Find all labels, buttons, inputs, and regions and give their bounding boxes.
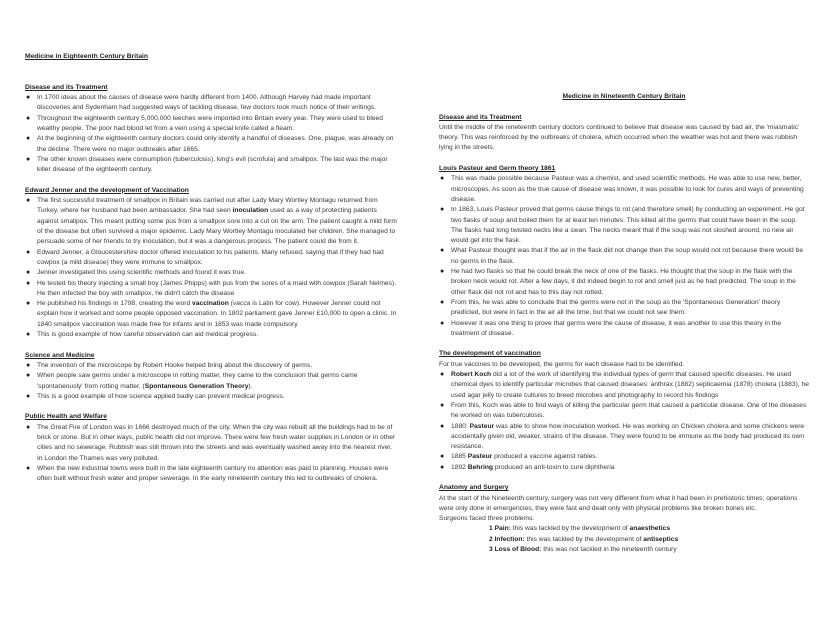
bullet-icon: ●: [26, 94, 31, 102]
bold-term: antiseptics: [643, 535, 679, 543]
paragraph: [439, 524, 809, 534]
section-heading: Disease and its Treatment: [25, 83, 108, 91]
bullet-icon: ●: [26, 269, 31, 277]
text-run: was able to show how inoculation worked. He was working on Chicken cholera and some chickens were accidentally given old, weaker, strains of the disease. They were found to be immune as the body had produced its own resistance.: [451, 422, 805, 451]
section-heading: The development of vaccination: [439, 350, 541, 358]
text-run: Surgeons faced three problems:: [439, 515, 535, 523]
bullet-icon: ●: [26, 197, 31, 205]
text-run: did a lot of the work of identifying the individual types of germ that caused specific diseases. He used chemical dyes to identify particular microbes that caused diseases: anthrax (1882) septicaemia (1878) cholera (1883), he used agar jelly to create cultures to breed microbes and photography to record his findings: [451, 371, 809, 399]
bullet-icon: ●: [26, 279, 31, 287]
bullet-item: [439, 246, 809, 267]
bullet-icon: ●: [26, 331, 31, 339]
section: [25, 83, 397, 176]
bold-term: anaesthetics: [629, 525, 671, 533]
spacer: [25, 62, 397, 72]
section: [25, 186, 397, 340]
text-run: He had two flasks so that he could break the neck of one of the flasks. He thought that the soup in the flask with the broken neck would rot. After a few days, it did indeed begin to rot and smell just as he had predicted. The soup in the other flask did not rot and has to this day not rotted.: [451, 268, 796, 296]
bullet-icon: ●: [440, 453, 445, 461]
spacer: [25, 176, 397, 186]
text-run: This was made possible because Pasteur was a chemist, and used scientific methods. He was able to use new, better, microscopes. As soon as the true cause of disease was known, it was possible to look for cures and ways of preventing disease.: [451, 175, 804, 203]
text-run: Throughout the eighteenth century 5,000,000 leeches were imported into Britain every year. They were used to bleed wealthy people. The poor had blood let from a vein using a special knife called a fleam.: [37, 114, 383, 133]
text-run: this was tackled by the development of: [524, 535, 644, 543]
text-run: From this, he was able to conclude that the germs were not in the soup as the 'Spontaneous Generation' theory predicted, but were in fact in the air all the time, but that we could not see them.: [451, 298, 781, 317]
bullet-item: [25, 423, 397, 464]
bullet-item: [25, 134, 397, 155]
text-run: 1880:: [451, 422, 470, 430]
text-run: Until the middle of the nineteenth century doctors continued to believe that disease was caused by bad air, the 'miasmatic' theory. This was reinforced by the outbreaks of cholera, which occurred when the weather was hot and there was rubbish lying in the streets.: [439, 123, 800, 152]
section-heading: Edward Jenner and the development of Vaccination: [25, 186, 189, 194]
bullet-icon: ●: [440, 268, 445, 276]
text-run: He published his findings in 1798, creating the word: [37, 300, 193, 308]
bullet-icon: ●: [26, 423, 31, 431]
bullet-icon: ●: [440, 298, 445, 306]
bullet-item: [25, 196, 397, 247]
bullet-item: [25, 93, 397, 114]
bullet-icon: ●: [440, 175, 445, 183]
bullet-item: [25, 361, 397, 371]
text-run: For true vaccines to be developed, the germs for each disease had to be identified.: [439, 360, 685, 368]
bold-term: Pasteur: [467, 453, 493, 461]
bullet-item: [25, 392, 397, 402]
bullet-icon: ●: [26, 248, 31, 256]
paragraph: [439, 514, 809, 524]
text-run: this was tackled by the development of: [510, 525, 630, 533]
bullet-item: [25, 299, 397, 330]
bold-term: inoculation: [232, 207, 269, 215]
bullet-icon: ●: [440, 463, 445, 471]
text-run: The invention of the microscope by Robert Hooke helped bring about the discovery of germs.: [37, 361, 313, 369]
text-run: From this, Koch was able to find ways of killing the particular germ that caused a particular disease. One of the diseases he worked on was tuberculosis.: [451, 401, 807, 420]
document-title: Medicine in Nineteenth Century Britain: [562, 93, 686, 100]
bold-term: 1 Pain:: [489, 525, 511, 533]
spacer: [439, 102, 809, 112]
bullet-icon: ●: [26, 300, 31, 308]
bullet-item: [25, 464, 397, 485]
bullet-item: [25, 279, 397, 300]
section-heading: Public Health and Welfare: [25, 413, 108, 421]
bold-term: 2 Infection:: [489, 535, 525, 543]
text-run: He tested his theory injecting a small boy (James Phipps) with pus from the sores of a maid with cowpox (Sarah Nelmes). He then infected the boy with smallpox, he didn't catch the disease: [37, 279, 397, 297]
bullet-item: [25, 155, 397, 176]
paragraph: [439, 494, 809, 515]
section: [439, 483, 809, 555]
bold-term: Pasteur: [469, 422, 495, 430]
text-run: 1885: [451, 453, 468, 461]
bullet-item: [439, 422, 809, 453]
text-run: 1892: [451, 463, 468, 471]
bullet-icon: ●: [26, 372, 31, 380]
right-column: [439, 92, 809, 555]
text-run: (: [228, 300, 233, 308]
bullet-item: [439, 174, 809, 205]
text-run: When the new industrial towns were built in the late eighteenth century no attention was paid to planning. Houses were often built without fresh water and proper sewerage. In the early nineteenth century this led to outbreaks of cholera.: [37, 464, 389, 483]
spacer: [25, 73, 397, 83]
text-run: In 1700 ideas about the causes of disease were hardly different from 1400. Although Harvey had made important discoveries and Sydenham had suggested ways of tackling disease, few doctors took much notice of their writings.: [37, 94, 377, 112]
spacer: [439, 473, 809, 483]
bold-term: Behring: [467, 463, 494, 471]
bullet-icon: ●: [26, 155, 31, 163]
paragraph: [439, 123, 809, 154]
text-run: However it was one thing to prove that germs were the cause of disease, it was another to use this theory in the treatment of disease.: [451, 319, 782, 337]
bullet-icon: ●: [26, 361, 31, 369]
text-run: produced a vaccine against rabies.: [492, 453, 598, 461]
text-run: The other known diseases were consumption (tuberculosis), king's evil (scrofula) and smallpox. The last was the major killer disease of the eighteenth century.: [37, 155, 388, 174]
text-run: When people saw germs under a microscope in rotting matter, they came to the conclusion that germs came 'spontaneously' from rotting matter. (: [37, 372, 358, 390]
text-run: The first successful treatment of smallpox in Britain was carried out after Lady Mary Wortley Montagu returned from Turkey, where her husband had been ambassador. She had seen: [37, 197, 378, 215]
bullet-item: [439, 463, 809, 473]
text-run: The Great Fire of London was in 1666 destroyed much of the city. When the city was rebuilt all the buildings had to be of brick or stone. But in other ways, public health did not improve. There were few fresh water supplies in London or in other cities and no sewerage. Rubbish was still thrown into the streets and was eventually washed away into the nearest river. In London the Thames was very polluted.: [37, 423, 396, 462]
spacer: [439, 339, 809, 349]
bullet-item: [25, 268, 397, 278]
document-title: Medicine in Eighteenth Century Britain: [25, 53, 148, 60]
section: [439, 164, 809, 339]
bullet-icon: ●: [440, 422, 445, 430]
bold-term: vaccination: [192, 300, 229, 308]
section-heading: Science and Medicine: [25, 351, 95, 359]
bullet-item: [439, 319, 809, 340]
text-run: What Pasteur thought was that if the air in the flask did not change then the soup would not rot because there would be no germs in the flask.: [451, 247, 804, 265]
spacer: [439, 154, 809, 164]
bullet-icon: ●: [440, 247, 445, 255]
text-run: used as a way of protecting patients against smallpox. This meant putting some pus from a smallpox sore into a cut on the arm. The patient caught a mild form of the disease but often survived a major epidemic. Lady Mary Wortley Montagu inoculated her children. She managed to persuade some of her friends to try inoculation, but it was a dangerous process. The patient could die from it.: [37, 207, 397, 246]
text-run: this was not tackled in the nineteenth century: [541, 546, 677, 554]
bullet-icon: ●: [26, 392, 31, 400]
bullet-icon: ●: [26, 114, 31, 122]
bullet-icon: ●: [440, 206, 445, 214]
bullet-item: [439, 267, 809, 298]
text-run: ).: [248, 382, 253, 390]
text-run: Edward Jenner, a Gloucestershire doctor offered inoculation to his patients. Many refused, saying that if they had had cowpox (a mild disease) they were immune to smallpox.: [37, 248, 384, 266]
bullet-item: [25, 330, 397, 340]
bold-term: 3 Loss of Blood:: [489, 546, 542, 554]
bullet-item: [439, 205, 809, 246]
paragraph: [439, 545, 809, 555]
bold-term: Robert Koch: [451, 371, 492, 379]
bullet-item: [25, 248, 397, 269]
bullet-item: [439, 401, 809, 422]
paragraph: [439, 360, 809, 370]
text-run: At the beginning of the eighteenth century doctors could only identify a handful of diseases. One, plague, was already on the decline. There were no major outbreaks after 1665.: [37, 135, 394, 153]
text-run: At the start of the Nineteenth century, surgery was not very different from what it had been in prehistoric times; operations were only done in emergencies, they were fast and dealt only with physical problems like broken bones etc.: [439, 494, 798, 512]
bullet-item: [439, 452, 809, 462]
paragraph: [439, 535, 809, 545]
text-run: This is a good example of how science applied badly can prevent medical progress.: [37, 392, 285, 400]
text-run: is Latin for cow). However Jenner could not explain how it worked and some people opposed vaccination. In 1802 parliament gave Jenner £10,000 to open a clinic. In 1840 smallpox vaccination was made free for infants and in 1853 was made compulsory: [37, 300, 397, 328]
bullet-icon: ●: [440, 371, 445, 379]
section-heading: Anatomy and Surgery: [439, 484, 509, 492]
text-run: produced an anti-toxin to cure diphtheria: [493, 463, 615, 471]
spacer: [25, 340, 397, 350]
italic-term: vacca: [232, 300, 251, 308]
left-column: [25, 52, 397, 484]
section: [25, 351, 397, 402]
section-heading: Louis Pasteur and Germ theory 1861: [439, 165, 556, 173]
bullet-icon: ●: [26, 464, 31, 472]
text-run: Jenner investigated this using scientific methods and found it was true.: [37, 269, 246, 277]
section-heading: Disease and its Treatment: [439, 113, 522, 121]
bold-term: Spontaneous Generation Theory: [144, 382, 249, 390]
bullet-item: [439, 298, 809, 319]
section: [439, 349, 809, 473]
bullet-icon: ●: [440, 319, 445, 327]
section: [25, 412, 397, 484]
bullet-icon: ●: [26, 135, 31, 143]
bullet-item: [25, 114, 397, 135]
text-run: In 1863, Louis Pasteur proved that germs cause things to rot (and therefore smell) by conducting an experiment. He got two flasks of soup and boiled them for at least ten minutes. This killed all the germs that could have been in the soup. The flasks had long twisted necks like a swan. The necks meant that if the soup was not sloshed around, no new air would get into the flask.: [451, 206, 805, 245]
spacer: [25, 402, 397, 412]
text-run: This is good example of how careful observation can aid medical progress.: [37, 331, 259, 339]
bullet-icon: ●: [440, 401, 445, 409]
bullet-item: [25, 371, 397, 392]
bullet-item: [439, 370, 809, 401]
section: [439, 113, 809, 154]
